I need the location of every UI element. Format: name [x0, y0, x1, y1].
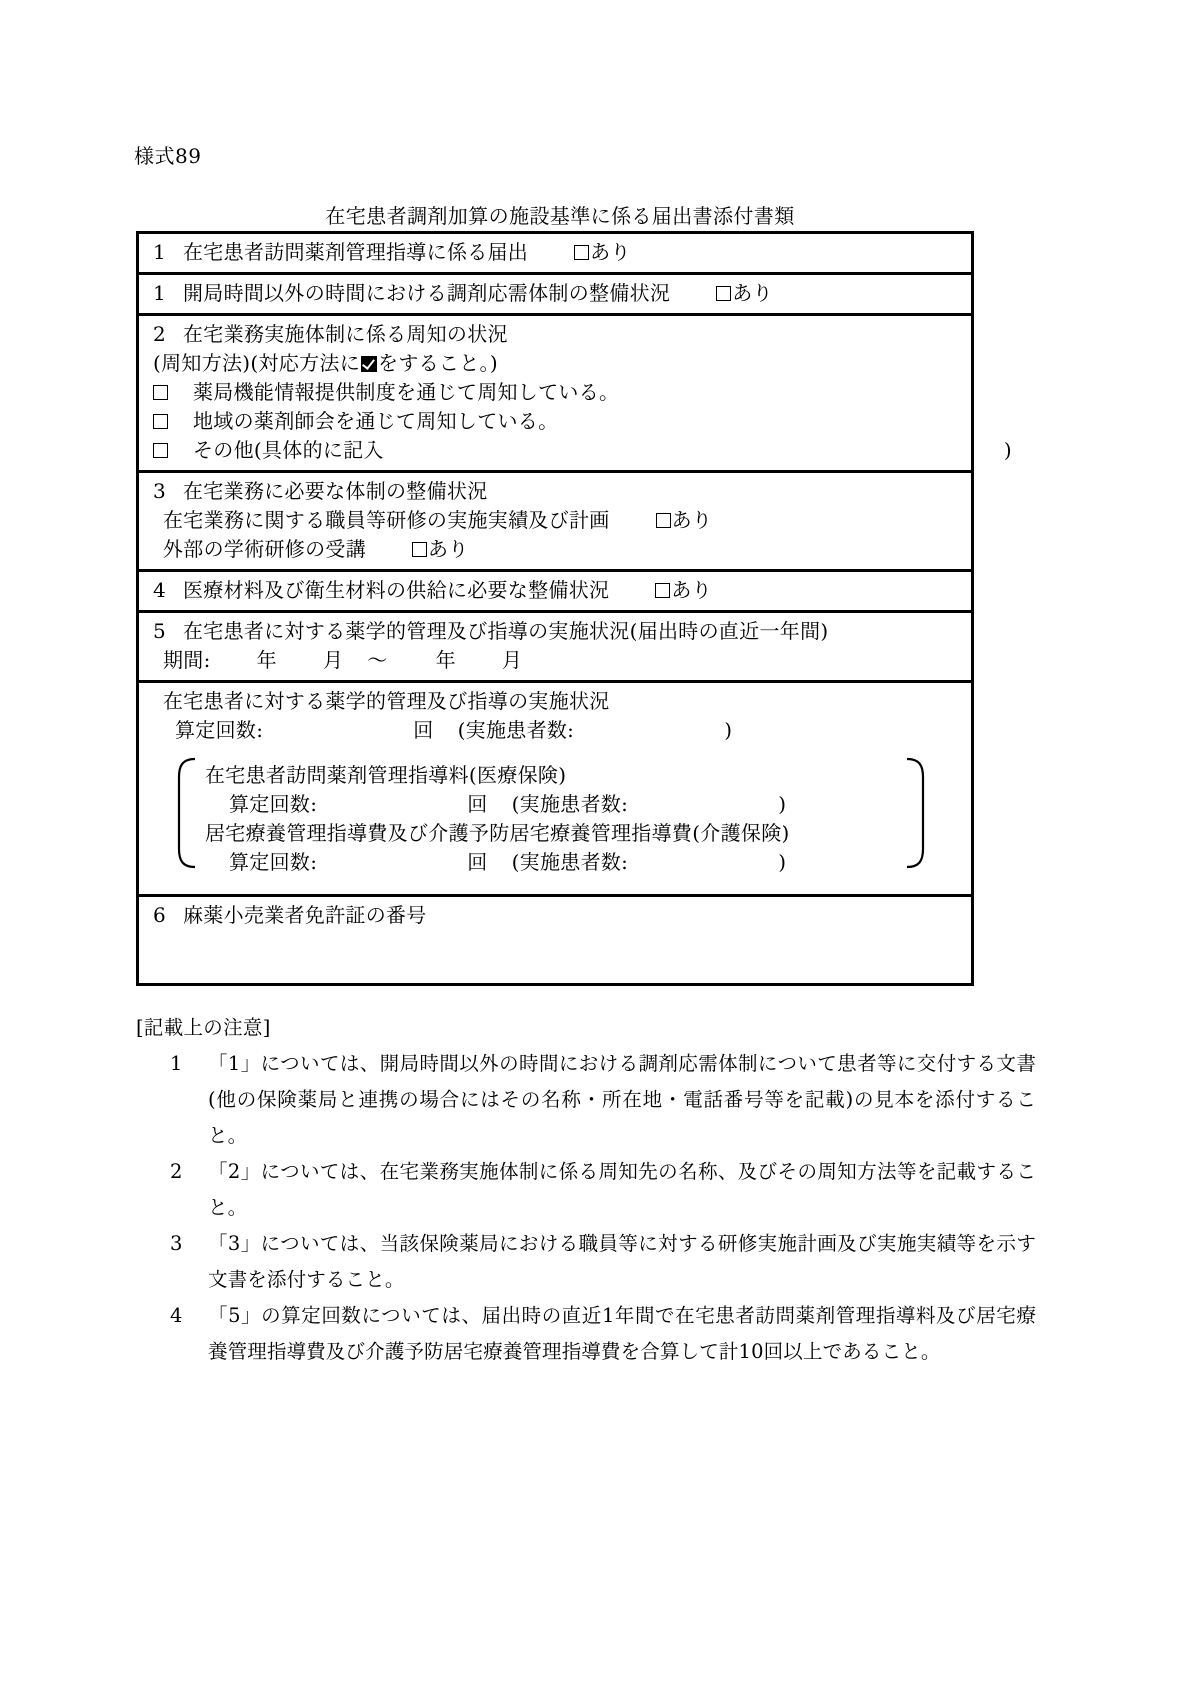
form-row-section1a — [139, 234, 971, 275]
nursing-count-unit: 回 — [467, 850, 488, 874]
section3-label: 在宅業務に必要な体制の整備状況 — [183, 479, 488, 503]
section2-instruction — [139, 349, 971, 378]
medical-insurance-count-line — [139, 790, 971, 819]
section2-label: 在宅業務実施体制に係る周知の状況 — [183, 322, 508, 346]
section2-heading — [139, 320, 971, 349]
section5-body-count-unit: 回 — [413, 718, 434, 742]
form-number: 様式89 — [134, 144, 202, 168]
checkbox-section3-item-2[interactable] — [412, 542, 427, 557]
section6-line — [139, 901, 971, 930]
section5-heading — [139, 617, 971, 646]
section1b-label: 開局時間以外の時間における調剤応需体制の整備状況 — [183, 281, 671, 305]
checkbox-section1b[interactable] — [716, 286, 731, 301]
checkbox-section2-option-2[interactable] — [153, 414, 168, 429]
medical-patients-label: (実施患者数: — [511, 792, 629, 816]
note-item — [170, 1046, 1036, 1154]
section3-number: 3 — [153, 479, 167, 503]
section4-checkbox-label: あり — [671, 578, 712, 602]
section2-option-3 — [139, 436, 1012, 465]
form-row-section5-body — [139, 683, 971, 897]
section2-instruction-prefix: (周知方法)(対応方法に — [153, 351, 361, 375]
section5-period-year2: 年 — [435, 648, 456, 672]
notes-title: [記載上の注意] — [136, 1016, 271, 1039]
checkbox-section2-option-3[interactable] — [153, 443, 168, 458]
checkbox-section1a[interactable] — [574, 245, 589, 260]
section2-option-2 — [139, 407, 971, 436]
form-row-section2 — [139, 316, 1012, 473]
section5-period-month1: 月 — [322, 648, 344, 672]
section5-period-label: 期間: — [163, 648, 211, 672]
left-brace-icon — [171, 757, 197, 883]
main-form-table — [136, 231, 1012, 986]
section1a-line — [139, 238, 971, 267]
section2-option-1 — [139, 378, 971, 407]
section1b-number: 1 — [153, 281, 167, 305]
section3-item-2-checkbox-label: あり — [428, 537, 469, 561]
note-item — [170, 1154, 1036, 1226]
section1b-checkbox-label: あり — [732, 281, 773, 305]
medical-insurance-title: 在宅患者訪問薬剤管理指導料(医療保険) — [205, 763, 567, 787]
checkbox-section2-option-1[interactable] — [153, 385, 168, 400]
note-text: 「2」については、在宅業務実施体制に係る周知先の名称、及びその周知方法等を記載すること。 — [208, 1160, 1036, 1219]
note-item — [170, 1298, 1036, 1370]
section1a-label: 在宅患者訪問薬剤管理指導に係る届出 — [183, 240, 529, 264]
note-text: 「5」の算定回数については、届出時の直近1年間で在宅患者訪問薬剤管理指導料及び居宅療養管理指導費及び介護予防居宅療養管理指導費を合算して計10回以上であること。 — [208, 1304, 1036, 1363]
nursing-insurance-title: 居宅療養管理指導費及び介護予防居宅療養管理指導費(介護保険) — [205, 821, 790, 845]
right-brace-icon — [905, 757, 931, 883]
insurance-bracket-block — [139, 757, 971, 883]
nursing-count-label: 算定回数: — [229, 850, 318, 874]
section6-number: 6 — [153, 903, 167, 927]
note-text: 「1」については、開局時間以外の時間における調剤応需体制について患者等に交付する文書(他の保険薬局と連携の場合にはその名称・所在地・電話番号等を記載)の見本を添付すること。 — [208, 1052, 1036, 1147]
medical-count-unit: 回 — [467, 792, 488, 816]
note-index: 3 — [170, 1232, 183, 1255]
section5-period-line — [139, 646, 971, 675]
note-text: 「3」については、当該保険薬局における職員等に対する研修実施計画及び実施実績等を示す文書を添付すること。 — [208, 1232, 1036, 1291]
section5-body-heading: 在宅患者に対する薬学的管理及び指導の実施状況 — [163, 689, 610, 713]
section2-option-2-label: 地域の薬剤師会を通じて周知している。 — [193, 409, 559, 433]
section4-number: 4 — [153, 578, 167, 602]
section4-label: 医療材料及び衛生材料の供給に必要な整備状況 — [183, 578, 610, 602]
medical-count-label: 算定回数: — [229, 792, 318, 816]
section3-item-1 — [139, 506, 971, 535]
section5-period-year1: 年 — [256, 648, 277, 672]
document-title: 在宅患者調剤加算の施設基準に係る届出書添付書類 — [325, 204, 795, 228]
note-index: 2 — [170, 1160, 183, 1183]
section3-heading — [139, 477, 971, 506]
section5-body-patients-label: (実施患者数: — [457, 718, 575, 742]
section3-item-1-label: 在宅業務に関する職員等研修の実施実績及び計画 — [163, 508, 610, 532]
section3-item-2 — [139, 535, 971, 564]
section5-period-month2: 月 — [501, 648, 523, 672]
form-row-section6 — [139, 897, 971, 983]
note-item — [170, 1226, 1036, 1298]
section2-option-3-close: ) — [1003, 438, 1012, 462]
form-row-section1b — [139, 275, 971, 316]
section3-item-1-checkbox-label: あり — [671, 508, 713, 532]
section2-number: 2 — [153, 322, 167, 346]
section2-instruction-suffix: をすること。) — [378, 351, 498, 375]
note-index: 4 — [170, 1304, 183, 1327]
section5-body-count-label: 算定回数: — [175, 718, 264, 742]
section1a-number: 1 — [153, 240, 167, 264]
notes-section — [136, 1010, 1036, 1370]
section6-label: 麻薬小売業者免許証の番号 — [183, 903, 427, 927]
nursing-patients-close: ) — [778, 850, 787, 874]
section3-item-2-label: 外部の学術研修の受講 — [163, 537, 366, 561]
section5-period-tilde: 〜 — [367, 648, 388, 672]
section5-body-count-line — [139, 716, 971, 745]
form-row-section5-header — [139, 613, 971, 683]
nursing-patients-label: (実施患者数: — [511, 850, 629, 874]
section2-option-3-label: その他(具体的に記入 — [193, 438, 384, 462]
section1b-line — [139, 279, 971, 308]
form-row-section3 — [139, 473, 971, 572]
checkbox-section3-item-1[interactable] — [656, 513, 671, 528]
insurance-bracket-body — [139, 761, 971, 877]
section4-line — [139, 576, 971, 605]
section5-number: 5 — [153, 619, 167, 643]
nursing-insurance-count-line — [139, 848, 971, 877]
checkbox-section4[interactable] — [655, 583, 670, 598]
section5-body-patients-close: ) — [724, 718, 733, 742]
section6-entry-area[interactable] — [139, 930, 971, 978]
form-row-section4 — [139, 572, 971, 613]
section2-option-1-label: 薬局機能情報提供制度を通じて周知している。 — [193, 380, 620, 404]
section1a-checkbox-label: あり — [590, 240, 631, 264]
note-index: 1 — [170, 1052, 183, 1075]
section5-label: 在宅患者に対する薬学的管理及び指導の実施状況(届出時の直近一年間) — [183, 619, 829, 643]
checked-checkbox-icon — [361, 356, 377, 372]
medical-patients-close: ) — [778, 792, 787, 816]
